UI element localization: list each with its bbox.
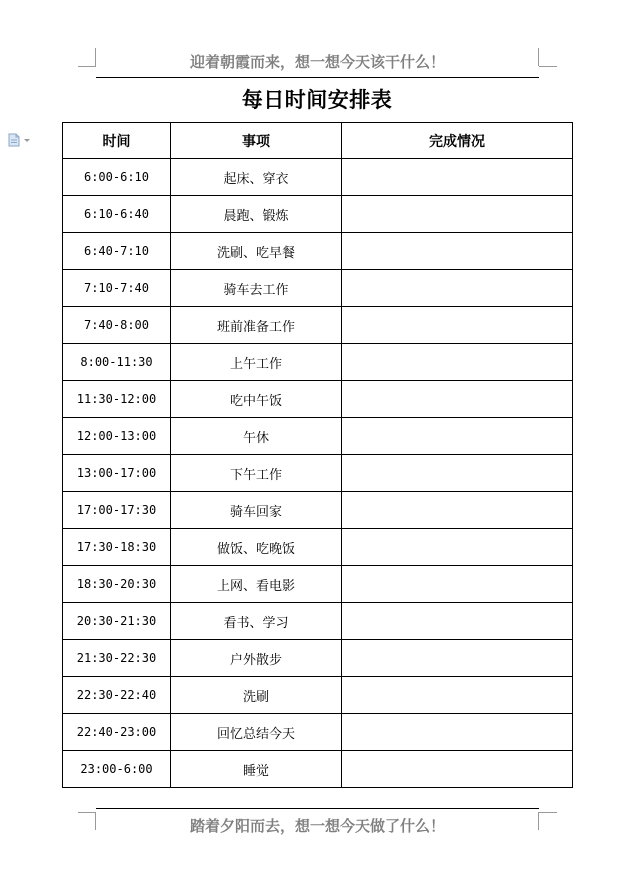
table-row [63,307,573,344]
task-cell: 户外散步 [171,640,342,677]
time-cell: 21:30-22:30 [63,640,171,677]
status-cell[interactable] [342,529,573,566]
status-cell[interactable] [342,381,573,418]
time-cell: 6:00-6:10 [63,159,171,196]
table-header-row [63,123,573,159]
column-header-status: 完成情况 [342,123,573,159]
status-cell[interactable] [342,714,573,751]
status-cell[interactable] [342,492,573,529]
time-cell: 22:30-22:40 [63,677,171,714]
task-cell: 上网、看电影 [171,566,342,603]
table-row [63,640,573,677]
crop-mark-bottom-right-h [539,812,557,813]
table-row [63,233,573,270]
table-row [63,751,573,788]
table-row [63,603,573,640]
table-row [63,196,573,233]
table-row [63,418,573,455]
status-cell[interactable] [342,751,573,788]
table-row [63,381,573,418]
table-row [63,455,573,492]
status-cell[interactable] [342,233,573,270]
time-cell: 11:30-12:00 [63,381,171,418]
column-header-time: 时间 [63,123,171,159]
status-cell[interactable] [342,196,573,233]
table-row [63,566,573,603]
time-cell: 18:30-20:30 [63,566,171,603]
footer-rule [96,808,539,809]
task-cell: 起床、穿衣 [171,159,342,196]
time-cell: 6:10-6:40 [63,196,171,233]
header-rule [96,77,539,78]
task-cell: 班前准备工作 [171,307,342,344]
table-row [63,492,573,529]
schedule-table [62,122,573,788]
task-cell: 上午工作 [171,344,342,381]
task-cell: 做饭、吃晚饭 [171,529,342,566]
page-header: 迎着朝霞而来，想一想今天该干什么！ [189,53,445,71]
task-cell: 回忆总结今天 [171,714,342,751]
task-cell: 洗刷、吃早餐 [171,233,342,270]
status-cell[interactable] [342,603,573,640]
task-cell: 下午工作 [171,455,342,492]
status-cell[interactable] [342,566,573,603]
page-footer: 踏着夕阳而去，想一想今天做了什么！ [189,817,445,835]
status-cell[interactable] [342,640,573,677]
status-cell[interactable] [342,455,573,492]
document-icon[interactable] [7,132,37,146]
time-cell: 20:30-21:30 [63,603,171,640]
time-cell: 7:40-8:00 [63,307,171,344]
time-cell: 22:40-23:00 [63,714,171,751]
status-cell[interactable] [342,344,573,381]
table-row [63,677,573,714]
task-cell: 睡觉 [171,751,342,788]
task-cell: 午休 [171,418,342,455]
time-cell: 13:00-17:00 [63,455,171,492]
time-cell: 7:10-7:40 [63,270,171,307]
task-cell: 洗刷 [171,677,342,714]
time-cell: 17:30-18:30 [63,529,171,566]
table-row [63,529,573,566]
crop-mark-top-left-h [78,66,96,67]
task-cell: 吃中午饭 [171,381,342,418]
column-header-task: 事项 [171,123,342,159]
table-row [63,270,573,307]
time-cell: 6:40-7:10 [63,233,171,270]
crop-mark-bottom-left-h [78,812,96,813]
time-cell: 12:00-13:00 [63,418,171,455]
table-row [63,159,573,196]
task-cell: 看书、学习 [171,603,342,640]
time-cell: 17:00-17:30 [63,492,171,529]
task-cell: 骑车去工作 [171,270,342,307]
status-cell[interactable] [342,159,573,196]
status-cell[interactable] [342,677,573,714]
page-title: 每日时间安排表 [241,87,393,112]
crop-mark-top-right-h [539,66,557,67]
status-cell[interactable] [342,270,573,307]
status-cell[interactable] [342,418,573,455]
time-cell: 23:00-6:00 [63,751,171,788]
table-row [63,344,573,381]
time-cell: 8:00-11:30 [63,344,171,381]
task-cell: 骑车回家 [171,492,342,529]
table-row [63,714,573,751]
task-cell: 晨跑、锻炼 [171,196,342,233]
status-cell[interactable] [342,307,573,344]
